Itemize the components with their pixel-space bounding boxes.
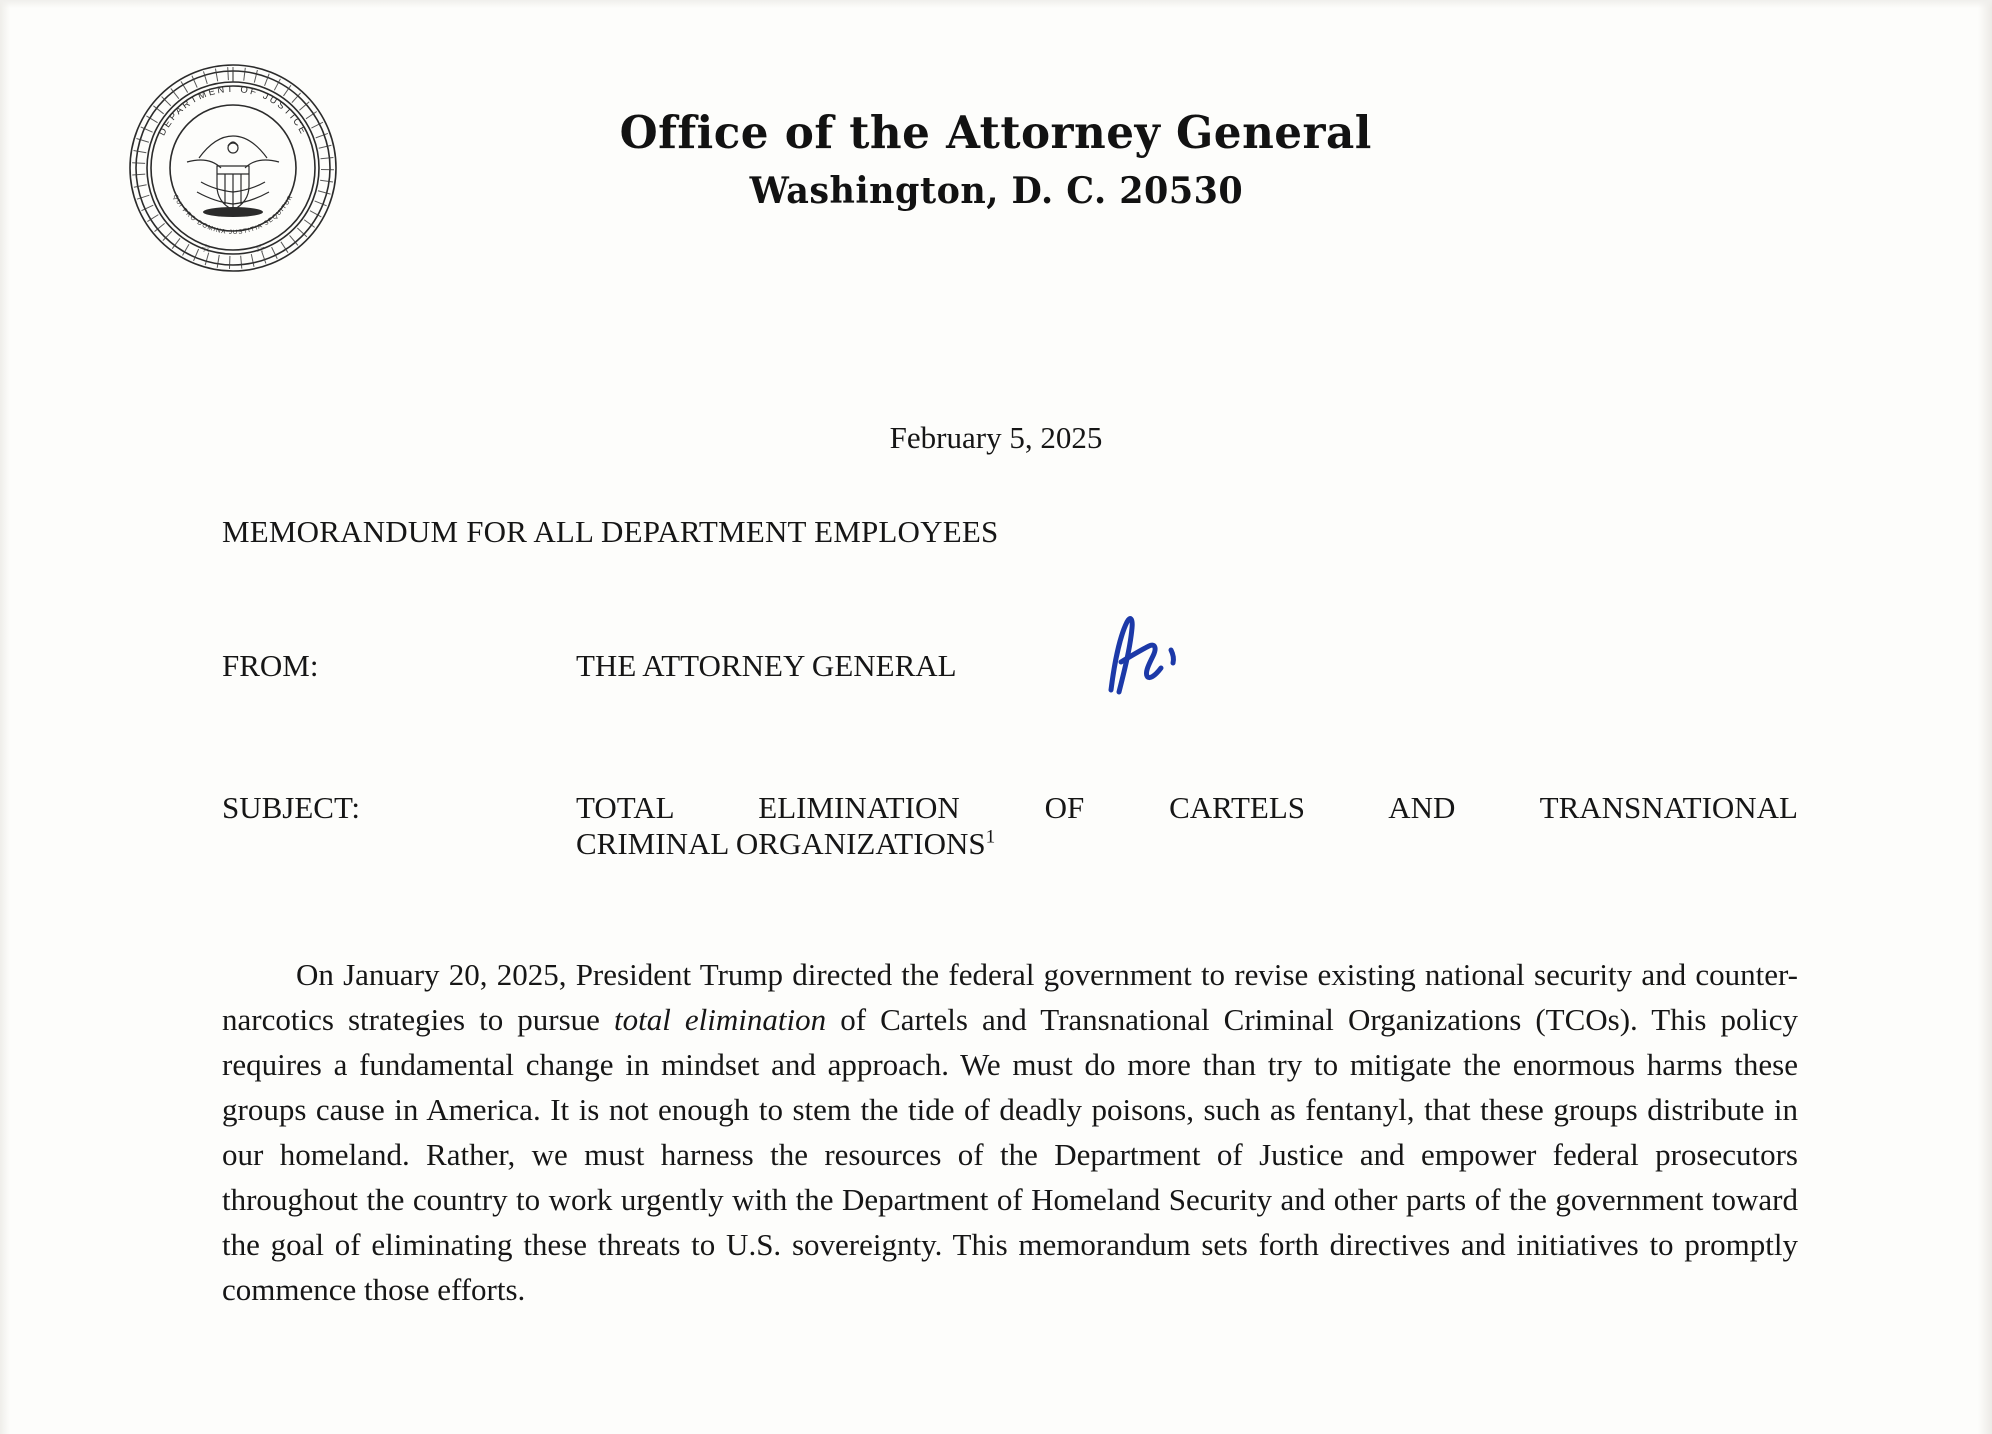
subject-line-1: TOTAL ELIMINATION OF CARTELS AND TRANSNATIONAL bbox=[576, 790, 1798, 825]
scan-edge-left bbox=[0, 0, 10, 1434]
svg-text:QUI PRO DOMINA JUSTITIA SEQUIT: QUI PRO DOMINA JUSTITIA SEQUITUR bbox=[171, 193, 295, 237]
letterhead bbox=[0, 108, 1992, 212]
subject-footnote-marker: 1 bbox=[985, 826, 996, 848]
letterhead-address-text: Washington, D. C. 20530 bbox=[749, 169, 1243, 212]
subject-line-2: CRIMINAL ORGANIZATIONS bbox=[576, 826, 986, 861]
letterhead-office-title-text: Office of the Attorney General bbox=[619, 106, 1373, 159]
memorandum-recipient-line: MEMORANDUM FOR ALL DEPARTMENT EMPLOYEES bbox=[222, 514, 999, 549]
subject-value bbox=[576, 790, 1798, 862]
paragraph-1-part-b: of Cartels and Transnational Criminal Organizations (TCOs). This policy requires a fundamental change in mindset and approach. We must do more than try to mitigate the enormous harms these groups cause in America. It is not enough to stem the tide of deadly poisons, such as fentanyl, that these groups distribute in our homeland. Rather, we must harness the resources of the Department of Justice and empower federal prosecutors throughout the country to work urgently with the Department of Homeland Security and other parts of the government toward the goal of eliminating these threats to U.S. sovereignty. This memorandum sets forth directives and initiatives to promptly commence those efforts. bbox=[222, 1001, 1798, 1307]
subject-label: SUBJECT: bbox=[222, 790, 360, 825]
scan-edge-top bbox=[0, 0, 1992, 8]
body-paragraph-1 bbox=[222, 953, 1798, 1313]
letterhead-office-title bbox=[0, 108, 1992, 158]
letterhead-address bbox=[0, 170, 1992, 212]
from-value: THE ATTORNEY GENERAL bbox=[576, 648, 957, 683]
from-row bbox=[222, 648, 1782, 684]
document-date: February 5, 2025 bbox=[889, 420, 1103, 455]
svg-text:☆: ☆ bbox=[201, 242, 211, 255]
paragraph-1-part-a: On January 20, 2025, President Trump directed the federal government to revise existing national security and counter-narcotics strategies to pursue bbox=[222, 957, 1798, 1037]
paragraph-1-italic-phrase: total elimination bbox=[614, 1001, 827, 1037]
svg-text:☆: ☆ bbox=[255, 242, 265, 255]
svg-text:DEPARTMENT OF JUSTICE: DEPARTMENT OF JUSTICE bbox=[156, 83, 310, 138]
from-label: FROM: bbox=[222, 648, 319, 683]
scan-edge-right bbox=[1978, 0, 1992, 1434]
subject-row bbox=[222, 790, 1822, 862]
